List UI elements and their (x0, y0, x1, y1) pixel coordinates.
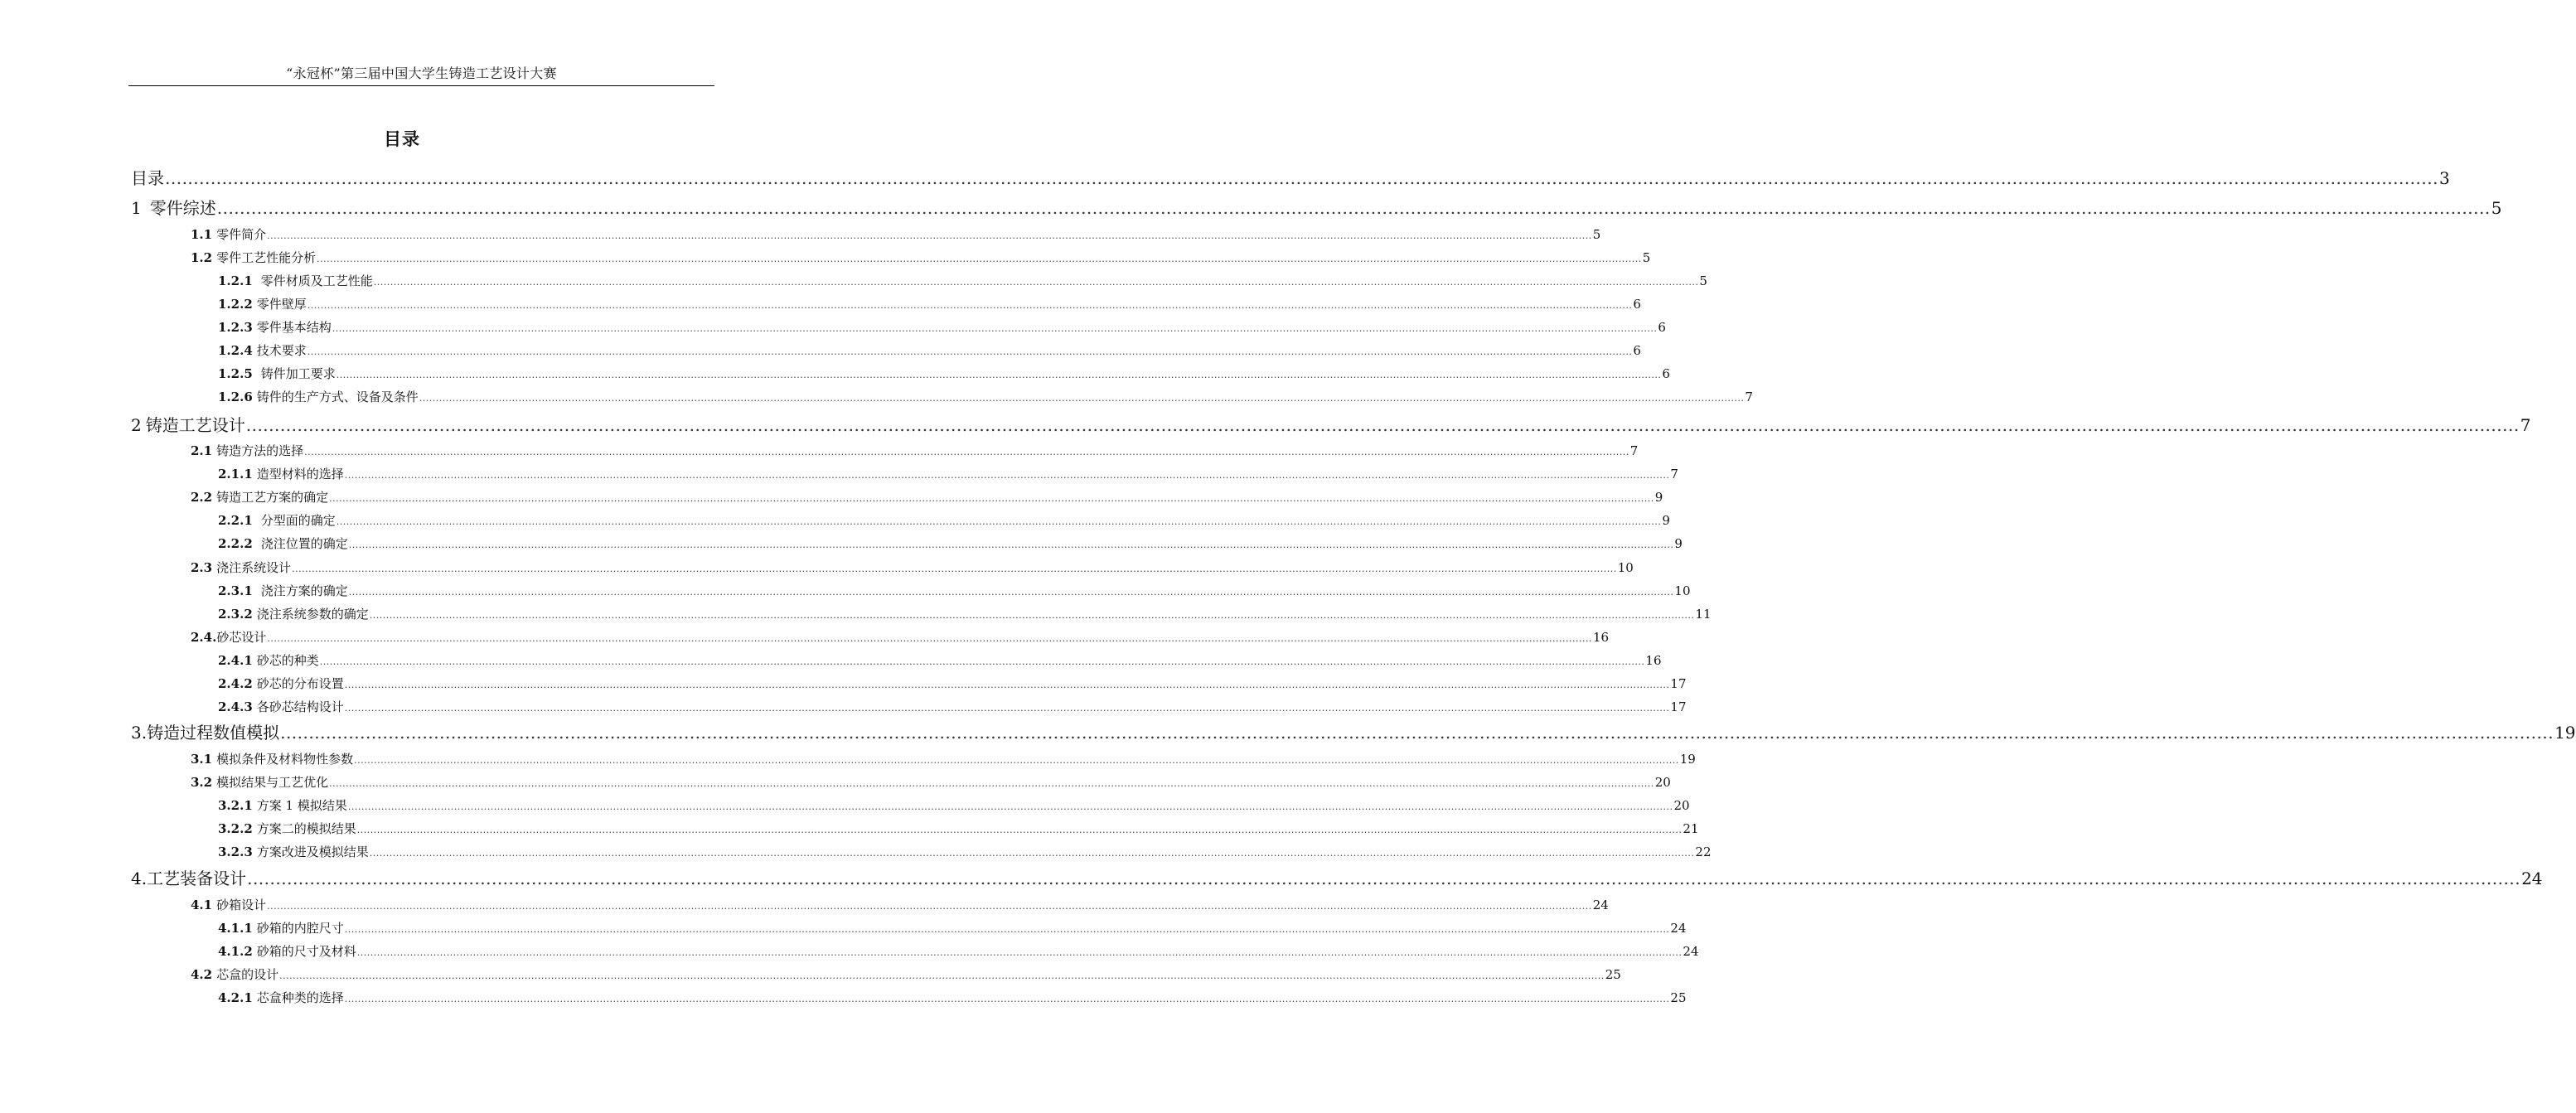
toc-entry-label (218, 651, 319, 670)
toc-leader-dots: ................................................................................................................................................................................................................................................................................................................................................................................................................ (373, 277, 1699, 288)
toc-entry[interactable] (191, 772, 1671, 792)
toc-page-number: 7 (1670, 467, 1678, 481)
toc-entry-label (218, 918, 344, 938)
toc-entry-label (131, 720, 279, 745)
toc-entry[interactable] (191, 749, 1696, 769)
toc-entry-label (191, 772, 328, 792)
toc-entry-title: 零件综述 (149, 198, 216, 218)
toc-entry-title: 方案二的模拟结果 (256, 821, 356, 836)
toc-entry[interactable] (218, 271, 1707, 291)
toc-entry[interactable] (218, 387, 1753, 407)
toc-leader-dots: ................................................................................................................................................................................................................................................................................................................................................................................................................ (279, 970, 1605, 981)
toc-entry-number: 2.3.2 (218, 607, 253, 622)
toc-entry-title: 铸造过程数值模拟 (147, 723, 280, 743)
toc-entry[interactable] (191, 965, 1621, 985)
toc-entry-number: 2.2.2 (218, 536, 253, 551)
toc-entry-title: 工艺装备设计 (147, 869, 247, 888)
toc-entry-number: 2.1 (191, 443, 213, 458)
toc-page-number: 19 (1679, 752, 1696, 767)
toc-page-number: 16 (1645, 653, 1662, 668)
toc-entry[interactable] (218, 674, 1687, 694)
toc-entry-title: 铸造工艺方案的确定 (216, 490, 329, 505)
toc-entry-label (218, 317, 332, 337)
toc-entry[interactable] (191, 558, 1634, 578)
toc-entry-number: 3.2 (191, 775, 213, 790)
toc-entry[interactable] (131, 196, 2502, 220)
toc-page-number: 11 (1695, 607, 1712, 622)
toc-entry-label (191, 558, 291, 578)
toc-leader-dots: ................................................................................................................................................................................................................................................................................................................................................................................................................ (307, 300, 1633, 311)
toc-entry[interactable] (218, 364, 1670, 384)
toc-entry-title: 零件材质及工艺性能 (260, 273, 373, 288)
toc-entry-label (131, 866, 246, 891)
toc-entry-title: 零件简介 (216, 227, 267, 242)
toc-page-number: 24 (1592, 898, 1609, 912)
toc-leader-dots: ................................................................................................................................................................................................................................................................................................................................................................................................................ (304, 447, 1629, 457)
toc-entry-number: 2 (131, 415, 142, 435)
toc-entry-title: 浇注方案的确定 (260, 583, 348, 598)
toc-entry-label (131, 166, 164, 191)
toc-entry-title: 砂芯的分布设置 (256, 676, 344, 691)
toc-page-number: 7 (1629, 443, 1639, 458)
toc-entry[interactable] (131, 166, 2450, 191)
toc-entry-label (191, 225, 266, 244)
toc-entry-number: 2.4. (191, 630, 217, 645)
toc-entry-number: 2.3.1 (218, 583, 253, 598)
toc-entry-number: 1.2 (191, 250, 213, 265)
toc-entry-number: 2.1.1 (218, 467, 253, 481)
toc-page-number: 16 (1592, 630, 1610, 645)
toc-page-number: 7 (2520, 415, 2531, 435)
toc-leader-dots: ................................................................................................................................................................................................................................................................................................................................................................................................................ (419, 393, 1745, 404)
toc-page-number: 22 (1695, 844, 1712, 859)
toc-leader-dots: ................................................................................................................................................................................................................................................................................................................................................................................................................ (280, 723, 2554, 743)
toc-entry-title: 各砂芯结构设计 (256, 699, 344, 714)
toc-entry-number: 4. (131, 869, 148, 888)
toc-entry-title: 砂箱的尺寸及材料 (256, 944, 356, 959)
toc-entry[interactable] (218, 341, 1641, 361)
toc-leader-dots: ................................................................................................................................................................................................................................................................................................................................................................................................................ (245, 415, 2520, 435)
toc-page-number: 24 (2521, 869, 2543, 888)
toc-leader-dots: ................................................................................................................................................................................................................................................................................................................................................................................................................ (267, 633, 1592, 644)
toc-entry[interactable] (218, 294, 1641, 314)
toc-leader-dots: ................................................................................................................................................................................................................................................................................................................................................................................................................ (329, 493, 1654, 504)
toc-entry[interactable] (131, 866, 2543, 891)
toc-leader-dots: ................................................................................................................................................................................................................................................................................................................................................................................................................ (344, 994, 1670, 1004)
toc-entry-number: 3.2.3 (218, 844, 253, 859)
toc-entry-title: 浇注位置的确定 (260, 536, 348, 551)
toc-leader-dots: ................................................................................................................................................................................................................................................................................................................................................................................................................ (344, 924, 1670, 935)
toc-entry-label (218, 604, 369, 624)
toc-entry-title: 砂箱的内腔尺寸 (256, 921, 344, 936)
toc-entry[interactable] (218, 697, 1687, 717)
toc-leader-dots: ................................................................................................................................................................................................................................................................................................................................................................................................................ (165, 168, 2438, 188)
toc-entry[interactable] (191, 895, 1609, 915)
toc-page-number: 3 (2438, 168, 2450, 188)
toc-entry-label (218, 534, 348, 554)
toc-entry-number: 3.1 (191, 752, 213, 767)
toc-entry-label (218, 341, 307, 361)
toc-page-number: 10 (1617, 560, 1634, 575)
toc-entry[interactable] (218, 534, 1683, 554)
toc-entry-title: 模拟条件及材料物性参数 (216, 752, 354, 767)
toc-entry-label (191, 895, 266, 915)
toc-entry-number: 3.2.1 (218, 798, 253, 813)
toc-page-number: 6 (1633, 343, 1641, 358)
toc-page-number: 25 (1605, 967, 1621, 982)
toc-entry-number: 1.2.5 (218, 366, 253, 381)
toc-entry-label (218, 941, 356, 961)
toc-leader-dots: ................................................................................................................................................................................................................................................................................................................................................................................................................ (356, 825, 1683, 835)
toc-page-number: 20 (1654, 775, 1671, 790)
toc-entry-title: 零件工艺性能分析 (216, 250, 317, 265)
toc-entry-label (191, 749, 353, 769)
toc-leader-dots: ................................................................................................................................................................................................................................................................................................................................................................................................................ (344, 680, 1670, 690)
toc-entry-number: 2.4.1 (218, 653, 253, 668)
toc-entry-label (191, 627, 266, 647)
toc-page-number: 19 (2554, 723, 2576, 743)
toc-page-number: 24 (1683, 944, 1699, 959)
toc-entry-label (218, 988, 344, 1008)
toc-entry[interactable] (218, 941, 1699, 961)
toc-leader-dots: ................................................................................................................................................................................................................................................................................................................................................................................................................ (319, 656, 1645, 667)
toc-leader-dots: ................................................................................................................................................................................................................................................................................................................................................................................................................ (369, 848, 1695, 859)
toc-entry-label (218, 697, 344, 717)
toc-entry-title: 方案改进及模拟结果 (256, 844, 369, 859)
toc-entry[interactable] (191, 441, 1639, 461)
toc-entry-number: 1.2.6 (218, 390, 253, 404)
toc-page-number: 17 (1670, 676, 1687, 691)
toc-entry-number: 1.2.2 (218, 297, 253, 312)
toc-page-number: 9 (1654, 490, 1663, 505)
toc-page-number: 9 (1674, 536, 1683, 551)
toc-entry[interactable] (218, 464, 1678, 484)
toc-entry-number: 2.2.1 (218, 513, 253, 528)
toc-entry[interactable] (131, 720, 2576, 745)
toc-leader-dots: ................................................................................................................................................................................................................................................................................................................................................................................................................ (267, 230, 1592, 241)
toc-entry-title: 铸造方法的选择 (216, 443, 304, 458)
toc-leader-dots: ................................................................................................................................................................................................................................................................................................................................................................................................................ (216, 198, 2491, 218)
toc-entry-number: 1.1 (191, 227, 213, 242)
toc-entry-title: 浇注系统参数的确定 (256, 607, 369, 622)
toc-entry-label (191, 487, 328, 507)
toc-entry-label (191, 441, 303, 461)
toc-entry-label (218, 581, 348, 601)
toc-page-number: 24 (1670, 921, 1687, 936)
toc-entry-label (191, 965, 278, 985)
toc-leader-dots: ................................................................................................................................................................................................................................................................................................................................................................................................................ (348, 540, 1674, 550)
page-title: 目录 (384, 128, 420, 149)
toc-entry-number: 4.2 (191, 967, 213, 982)
toc-leader-dots: ................................................................................................................................................................................................................................................................................................................................................................................................................ (336, 516, 1662, 527)
toc-entry-number: 2.2 (191, 490, 213, 505)
toc-entry-label (218, 842, 369, 862)
toc-page-number: 6 (1662, 366, 1670, 381)
toc-leader-dots: ................................................................................................................................................................................................................................................................................................................................................................................................................ (329, 778, 1654, 789)
toc-entry[interactable] (218, 581, 1691, 601)
toc-entry-number: 4.1.1 (218, 921, 253, 936)
toc-entry-number: 3.2.2 (218, 821, 253, 836)
toc-entry[interactable] (218, 651, 1662, 670)
toc-page-number: 6 (1658, 320, 1666, 335)
toc-entry-number: 1.2.4 (218, 343, 253, 358)
toc-entry-label (218, 511, 336, 530)
toc-entry-title: 铸件的生产方式、设备及条件 (256, 390, 419, 404)
toc-leader-dots: ................................................................................................................................................................................................................................................................................................................................................................................................................ (247, 869, 2521, 888)
toc-entry-number: 3. (131, 723, 148, 743)
toc-entry[interactable] (218, 511, 1670, 530)
toc-page-number: 7 (1745, 390, 1753, 404)
toc-entry[interactable] (191, 248, 1651, 268)
toc-entry-label (131, 196, 216, 220)
toc-entry-title: 铸件加工要求 (260, 366, 336, 381)
toc-entry[interactable] (191, 627, 1610, 647)
toc-page-number: 20 (1673, 798, 1690, 813)
toc-entry[interactable] (218, 918, 1687, 938)
toc-entry[interactable] (218, 317, 1666, 337)
toc-leader-dots: ................................................................................................................................................................................................................................................................................................................................................................................................................ (369, 610, 1695, 621)
toc-entry-title: 技术要求 (256, 343, 307, 358)
toc-entry-title: 铸造工艺设计 (145, 415, 245, 435)
toc-page-number: 5 (1699, 273, 1707, 288)
toc-entry-label (191, 248, 316, 268)
toc-entry[interactable] (218, 796, 1690, 815)
toc-entry[interactable] (191, 487, 1663, 507)
toc-entry-label (218, 464, 344, 484)
toc-entry-title: 浇注系统设计 (216, 560, 292, 575)
toc-entry-title: 砂箱设计 (216, 898, 267, 912)
toc-entry-title: 造型材料的选择 (256, 467, 344, 481)
toc-page-number: 10 (1674, 583, 1691, 598)
toc-entry-title: 砂芯设计 (216, 630, 267, 645)
toc-leader-dots: ................................................................................................................................................................................................................................................................................................................................................................................................................ (354, 755, 1679, 766)
toc-leader-dots: ................................................................................................................................................................................................................................................................................................................................................................................................................ (336, 370, 1662, 380)
toc-leader-dots: ................................................................................................................................................................................................................................................................................................................................................................................................................ (332, 323, 1658, 334)
toc-page-number: 25 (1670, 990, 1687, 1005)
toc-entry-number: 4.2.1 (218, 990, 253, 1005)
toc-entry[interactable] (218, 819, 1699, 839)
toc-entry-number: 4.1.2 (218, 944, 253, 959)
toc-entry-title: 芯盒种类的选择 (256, 990, 344, 1005)
toc-leader-dots: ................................................................................................................................................................................................................................................................................................................................................................................................................ (356, 947, 1683, 958)
toc-entry-label (218, 387, 419, 407)
toc-entry[interactable] (191, 225, 1601, 244)
toc-entry[interactable] (218, 604, 1712, 624)
toc-entry-label (218, 819, 356, 839)
toc-leader-dots: ................................................................................................................................................................................................................................................................................................................................................................................................................ (344, 703, 1670, 714)
toc-entry-title: 零件壁厚 (256, 297, 307, 312)
toc-leader-dots: ................................................................................................................................................................................................................................................................................................................................................................................................................ (317, 254, 1642, 264)
toc-entry-title: 砂芯的种类 (256, 653, 319, 668)
toc-entry-title: 模拟结果与工艺优化 (216, 775, 329, 790)
toc-page-number: 5 (1642, 250, 1651, 265)
toc-entry-title: 方案 1 模拟结果 (256, 798, 347, 813)
toc-entry-number: 2.4.2 (218, 676, 253, 691)
toc-entry-number: 1 (131, 198, 142, 218)
toc-entry-title: 零件基本结构 (256, 320, 332, 335)
toc-entry-label (218, 674, 344, 694)
toc-leader-dots: ................................................................................................................................................................................................................................................................................................................................................................................................................ (347, 801, 1673, 812)
toc-entry-label (218, 271, 373, 291)
toc-entry-number: 2.3 (191, 560, 213, 575)
toc-page-number: 5 (2491, 198, 2502, 218)
toc-entry-title: 分型面的确定 (260, 513, 336, 528)
toc-page-number: 6 (1633, 297, 1641, 312)
toc-entry-label (131, 413, 245, 438)
toc-entry[interactable] (218, 842, 1712, 862)
toc-entry-title: 目录 (131, 168, 164, 188)
toc-page-number: 21 (1683, 821, 1699, 836)
toc-entry[interactable] (131, 413, 2531, 438)
toc-entry[interactable] (218, 988, 1687, 1008)
toc-entry-label (218, 364, 336, 384)
toc-entry-label (218, 294, 307, 314)
toc-entry-number: 1.2.3 (218, 320, 253, 335)
toc-entry-title: 芯盒的设计 (216, 967, 279, 982)
toc-leader-dots: ................................................................................................................................................................................................................................................................................................................................................................................................................ (344, 470, 1670, 481)
toc-entry-number: 1.2.1 (218, 273, 253, 288)
toc-leader-dots: ................................................................................................................................................................................................................................................................................................................................................................................................................ (267, 901, 1592, 912)
toc-page-number: 9 (1662, 513, 1670, 528)
toc-entry-label (218, 796, 347, 815)
toc-leader-dots: ................................................................................................................................................................................................................................................................................................................................................................................................................ (348, 587, 1674, 598)
toc-entry-number: 2.4.3 (218, 699, 253, 714)
toc-leader-dots: ................................................................................................................................................................................................................................................................................................................................................................................................................ (307, 346, 1633, 357)
toc-entry-number: 4.1 (191, 898, 213, 912)
toc-page-number: 5 (1592, 227, 1601, 242)
header-text: “永冠杯”第三届中国大学生铸造工艺设计大赛 (286, 65, 557, 81)
toc-page-number: 17 (1670, 699, 1687, 714)
toc-leader-dots: ................................................................................................................................................................................................................................................................................................................................................................................................................ (292, 564, 1617, 574)
